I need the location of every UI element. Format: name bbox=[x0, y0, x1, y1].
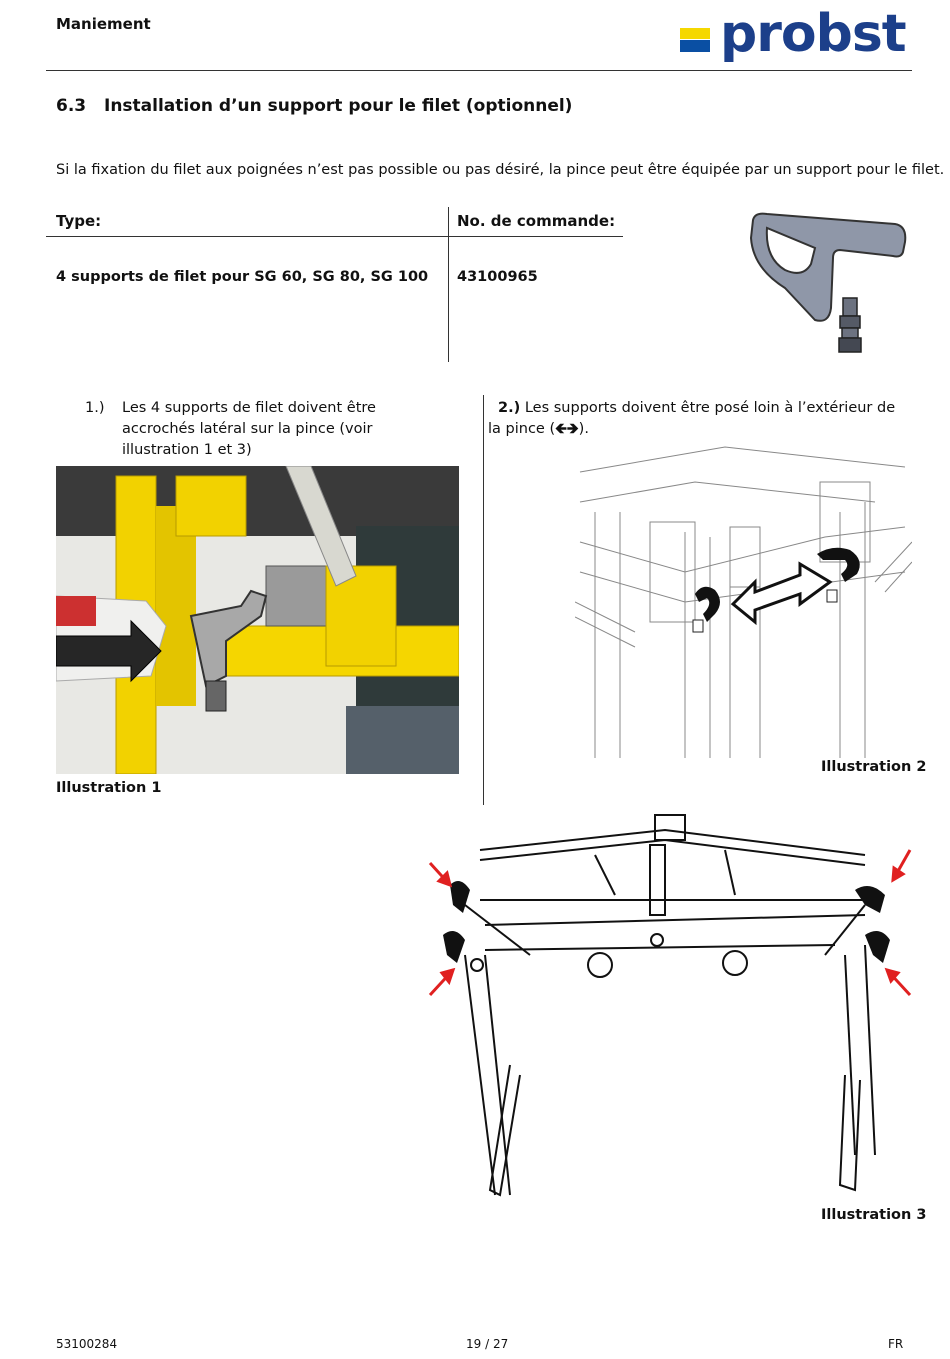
table-header-order: No. de commande: bbox=[457, 212, 616, 230]
illustration-1-photo bbox=[56, 466, 459, 774]
header-section-name: Maniement bbox=[56, 15, 151, 33]
footer-doc-number: 53100284 bbox=[56, 1337, 118, 1351]
table-cell-order: 43100965 bbox=[457, 269, 538, 285]
step-2-text-end: ). bbox=[578, 421, 589, 437]
caption-illustration-1: Illustration 1 bbox=[56, 780, 162, 796]
table-header-type: Type: bbox=[56, 212, 102, 230]
illustration-2-drawing bbox=[575, 442, 912, 758]
table-divider bbox=[448, 207, 449, 362]
step-1-number: 1.) bbox=[85, 400, 105, 416]
intro-paragraph: Si la fixation du filet aux poignées n’est pas possible ou pas désiré, la pince peut être équipée par un support pour le filet. bbox=[56, 162, 945, 178]
step-1-text: Les 4 supports de filet doivent être accrochés latéral sur la pince (voir illustration 1 et 3) bbox=[122, 400, 376, 458]
step-2-text-block bbox=[488, 398, 908, 440]
logo-text: probst bbox=[720, 4, 906, 64]
section-title: Installation d’un support pour le filet (optionnel) bbox=[104, 96, 573, 116]
section-number: 6.3 bbox=[56, 96, 87, 116]
caption-illustration-3: Illustration 3 bbox=[821, 1207, 927, 1223]
step-2-number: 2.) bbox=[498, 400, 521, 416]
footer-page-number: 19 / 27 bbox=[466, 1337, 509, 1351]
header-rule bbox=[46, 70, 912, 71]
logo-yellow-bar bbox=[680, 28, 710, 39]
column-divider bbox=[483, 395, 484, 805]
logo-blue-bar bbox=[680, 40, 710, 52]
double-arrow-glyph: 🡸🡺 bbox=[555, 421, 579, 437]
net-support-part-image bbox=[745, 208, 915, 358]
caption-illustration-2: Illustration 2 bbox=[821, 759, 927, 775]
probst-logo bbox=[680, 4, 908, 66]
table-cell-type: 4 supports de filet pour SG 60, SG 80, SG 100 bbox=[56, 269, 429, 285]
footer-language: FR bbox=[888, 1337, 904, 1351]
illustration-3-drawing bbox=[425, 805, 915, 1205]
table-rule bbox=[46, 236, 623, 237]
step-2-text: Les supports doivent être posé loin à l’extérieur de la pince ( bbox=[488, 400, 896, 437]
